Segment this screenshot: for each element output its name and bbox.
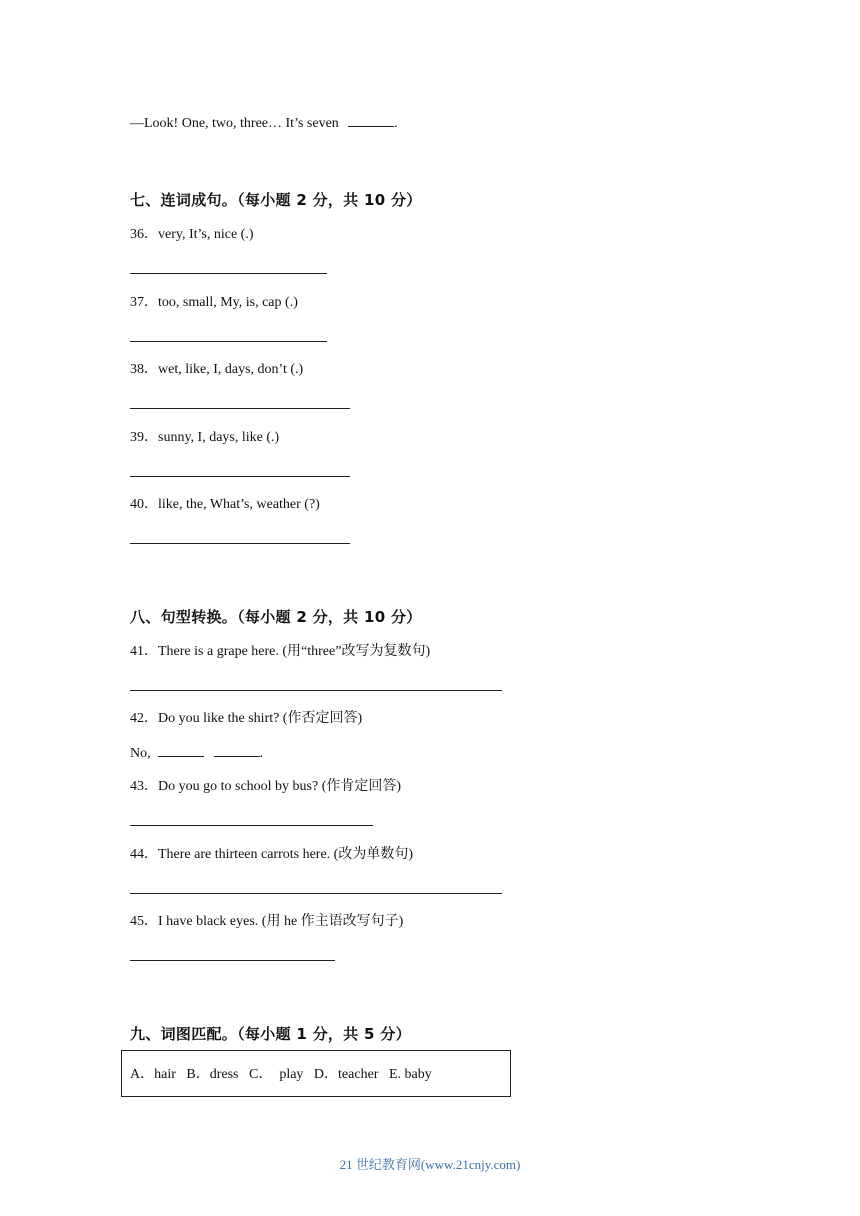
question-42: [130, 710, 362, 728]
question-number: 43．: [130, 779, 158, 794]
answer-blank-2[interactable]: [214, 744, 260, 757]
question-number: 39．: [130, 430, 158, 445]
question-number: 41．: [130, 644, 158, 659]
question-43: [130, 778, 401, 796]
answer-line-44[interactable]: [130, 893, 502, 894]
question-39: [130, 429, 279, 447]
question-text: Do you like the shirt? (作否定回答): [158, 711, 363, 726]
question-text: There is a grape here. (用“three”改写为复数句): [158, 644, 431, 659]
word-options-box: [121, 1050, 511, 1097]
question-number: 42．: [130, 711, 158, 726]
question-text: wet, like, I, days, don’t (.): [158, 362, 304, 377]
answer-line-36[interactable]: [130, 273, 327, 274]
answer-line-45[interactable]: [130, 960, 335, 961]
page-footer: 21 世纪教育网(www.21cnjy.com): [339, 1157, 521, 1172]
question-36: [130, 226, 254, 244]
sentence-end: .: [394, 116, 398, 131]
answer-line-38[interactable]: [130, 408, 350, 409]
question-40: [130, 496, 320, 514]
question-text: There are thirteen carrots here. (改为单数句): [158, 847, 413, 862]
question-38: [130, 361, 303, 379]
question-number: 44．: [130, 847, 158, 862]
question-text: I have black eyes. (用 he 作主语改写句子): [158, 914, 404, 929]
answer-42: [130, 744, 263, 763]
section-9-heading: 九、词图匹配。（每小题 1 分，共 5 分）: [130, 1025, 411, 1043]
answer-blank-1[interactable]: [158, 744, 204, 757]
answer-end: .: [259, 746, 264, 761]
question-45: [130, 913, 403, 931]
question-37: [130, 294, 298, 312]
question-text: sunny, I, days, like (.): [158, 430, 280, 445]
section-8-heading: 八、句型转换。（每小题 2 分，共 10 分）: [130, 608, 422, 626]
fill-in-sentence: [130, 114, 398, 133]
question-number: 37．: [130, 295, 158, 310]
answer-line-37[interactable]: [130, 341, 327, 342]
answer-line-41[interactable]: [130, 690, 502, 691]
question-41: [130, 643, 430, 661]
word-options: A．hair B．dress C． play D．teacher E. baby: [130, 1067, 432, 1082]
question-44: [130, 846, 413, 864]
answer-line-43[interactable]: [130, 825, 373, 826]
answer-blank[interactable]: [348, 114, 394, 127]
sentence-text: —Look! One, two, three… It’s seven: [130, 116, 339, 131]
answer-prefix: No,: [130, 746, 151, 761]
question-number: 36．: [130, 227, 158, 242]
answer-line-39[interactable]: [130, 476, 350, 477]
question-text: Do you go to school by bus? (作肯定回答): [158, 779, 402, 794]
section-7-heading: 七、连词成句。（每小题 2 分，共 10 分）: [130, 191, 422, 209]
question-text: very, It’s, nice (.): [158, 227, 254, 242]
answer-line-40[interactable]: [130, 543, 350, 544]
question-number: 45．: [130, 914, 158, 929]
question-text: like, the, What’s, weather (?): [158, 497, 320, 512]
question-number: 40．: [130, 497, 158, 512]
question-number: 38．: [130, 362, 158, 377]
question-text: too, small, My, is, cap (.): [158, 295, 298, 310]
